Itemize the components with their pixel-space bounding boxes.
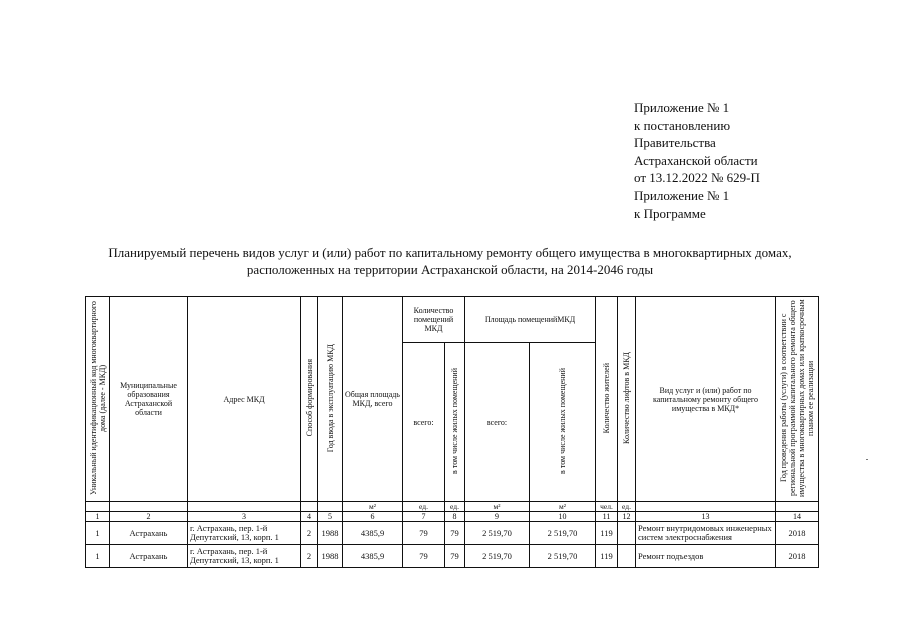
table-row — [86, 522, 819, 545]
column-number: 2 — [110, 512, 188, 522]
appendix-line: Правительства — [634, 135, 716, 151]
cell-id: 1 — [86, 522, 110, 545]
cell-year: 2018 — [776, 522, 819, 545]
cell-year-built: 1988 — [318, 545, 343, 568]
column-number: 5 — [318, 512, 343, 522]
unit-cell: ед. — [403, 502, 445, 512]
cell-rooms-living: 79 — [445, 522, 465, 545]
cell-area-living: 2 519,70 — [530, 545, 596, 568]
cell-area-total: 2 519,70 — [465, 522, 530, 545]
column-number: 1 — [86, 512, 110, 522]
header-method-text: Способ формирования — [304, 359, 314, 437]
column-number: 13 — [636, 512, 776, 522]
cell-id: 1 — [86, 545, 110, 568]
appendix-block — [634, 99, 760, 222]
cell-municipality: Астрахань — [110, 522, 188, 545]
unit-cell — [776, 502, 819, 512]
header-id-text: Уникальный идентификационный код многоквартирного дома (далее - МКД) — [88, 301, 107, 495]
cell-address: г. Астрахань, пер. 1-й Депутатский, 13, корп. 1 — [188, 545, 301, 568]
cell-rooms-total: 79 — [403, 545, 445, 568]
header-cell-year — [776, 297, 819, 502]
cell-rooms-total: 79 — [403, 522, 445, 545]
column-number: 7 — [403, 512, 445, 522]
header-cell-address: Адрес МКД — [188, 297, 301, 502]
column-number: 14 — [776, 512, 819, 522]
cell-method: 2 — [301, 522, 318, 545]
header-row-1 — [86, 297, 819, 343]
units-row — [86, 502, 819, 512]
column-number: 6 — [343, 512, 403, 522]
cell-residents: 119 — [596, 545, 618, 568]
appendix-line: к Программе — [634, 205, 706, 221]
unit-cell — [636, 502, 776, 512]
header-cell-rooms-group: Количество помещений МКД — [403, 297, 465, 343]
scan-speck — [866, 459, 868, 460]
header-rooms-living-text: в том числе жилых помещений — [450, 368, 459, 474]
cell-municipality: Астрахань — [110, 545, 188, 568]
column-number: 4 — [301, 512, 318, 522]
column-number: 8 — [445, 512, 465, 522]
header-lifts-text: Количество лифтов в МКД — [622, 352, 632, 444]
cell-area-living: 2 519,70 — [530, 522, 596, 545]
header-cell-area-total: всего: — [465, 343, 530, 502]
unit-cell: м² — [530, 502, 596, 512]
column-number: 10 — [530, 512, 596, 522]
unit-cell — [188, 502, 301, 512]
unit-cell: ед. — [618, 502, 636, 512]
appendix-line: от 13.12.2022 № 629-П — [634, 170, 760, 186]
header-area-living-text: в том числе жилых помещений — [558, 368, 568, 474]
header-cell-area-living — [530, 343, 596, 502]
unit-cell: м² — [343, 502, 403, 512]
header-cell-total-area: Общая площадь МКД, всего — [343, 297, 403, 502]
column-number: 3 — [188, 512, 301, 522]
cell-rooms-living: 79 — [445, 545, 465, 568]
unit-cell: ед. — [445, 502, 465, 512]
cell-address: г. Астрахань, пер. 1-й Депутатский, 13, корп. 1 — [188, 522, 301, 545]
header-cell-residents — [596, 297, 618, 502]
appendix-line: Астраханской области — [634, 152, 758, 168]
appendix-line: Приложение № 1 — [634, 187, 730, 203]
cell-lifts — [618, 545, 636, 568]
cell-work: Ремонт подъездов — [636, 545, 776, 568]
header-cell-rooms-living — [445, 343, 465, 502]
cell-area-total: 2 519,70 — [465, 545, 530, 568]
table-row — [86, 545, 819, 568]
header-cell-year-built — [318, 297, 343, 502]
header-cell-work: Вид услуг и (или) работ по капитальному ремонту общего имущества в МКД* — [636, 297, 776, 502]
appendix-line: Приложение № 1 — [634, 100, 730, 115]
header-cell-area-group: Площадь помещенийМКД — [465, 297, 596, 343]
cell-total-area: 4385,9 — [343, 522, 403, 545]
header-residents-text: Количество жителей — [602, 362, 612, 434]
cell-total-area: 4385,9 — [343, 545, 403, 568]
title-line-1: Планируемый перечень видов услуг и (или) работ по капитальному ремонту общего имущества в многоквартирных домах, — [108, 245, 792, 260]
unit-cell: м² — [465, 502, 530, 512]
cell-work: Ремонт внутридомовых инженерных систем электроснабжения — [636, 522, 776, 545]
unit-cell: чел. — [596, 502, 618, 512]
header-year-text: Год проведения работы (услуги) в соответствии с региональной программой капитального ремонта общего имущества в многоквартирных домах или краткосрочным планом ее реализации — [779, 299, 816, 497]
cell-lifts — [618, 522, 636, 545]
unit-cell — [301, 502, 318, 512]
cell-method: 2 — [301, 545, 318, 568]
cell-residents: 119 — [596, 522, 618, 545]
column-number: 12 — [618, 512, 636, 522]
unit-cell — [110, 502, 188, 512]
header-cell-lifts — [618, 297, 636, 502]
unit-cell — [318, 502, 343, 512]
document-title — [90, 244, 810, 278]
cell-year-built: 1988 — [318, 522, 343, 545]
cell-year: 2018 — [776, 545, 819, 568]
column-number-row — [86, 512, 819, 522]
column-number: 11 — [596, 512, 618, 522]
title-line-2: расположенных на территории Астраханской области, на 2014-2046 годы — [246, 262, 654, 277]
works-table — [85, 296, 819, 568]
column-number: 9 — [465, 512, 530, 522]
header-cell-municipality: Муниципальные образования Астраханской области — [110, 297, 188, 502]
header-year-built-text: Год ввода в эксплуатацию МКД — [325, 343, 335, 453]
header-cell-rooms-total: всего: — [403, 343, 445, 502]
appendix-line: к постановлению — [634, 117, 731, 133]
unit-cell — [86, 502, 110, 512]
header-cell-method — [301, 297, 318, 502]
header-cell-id — [86, 297, 110, 502]
